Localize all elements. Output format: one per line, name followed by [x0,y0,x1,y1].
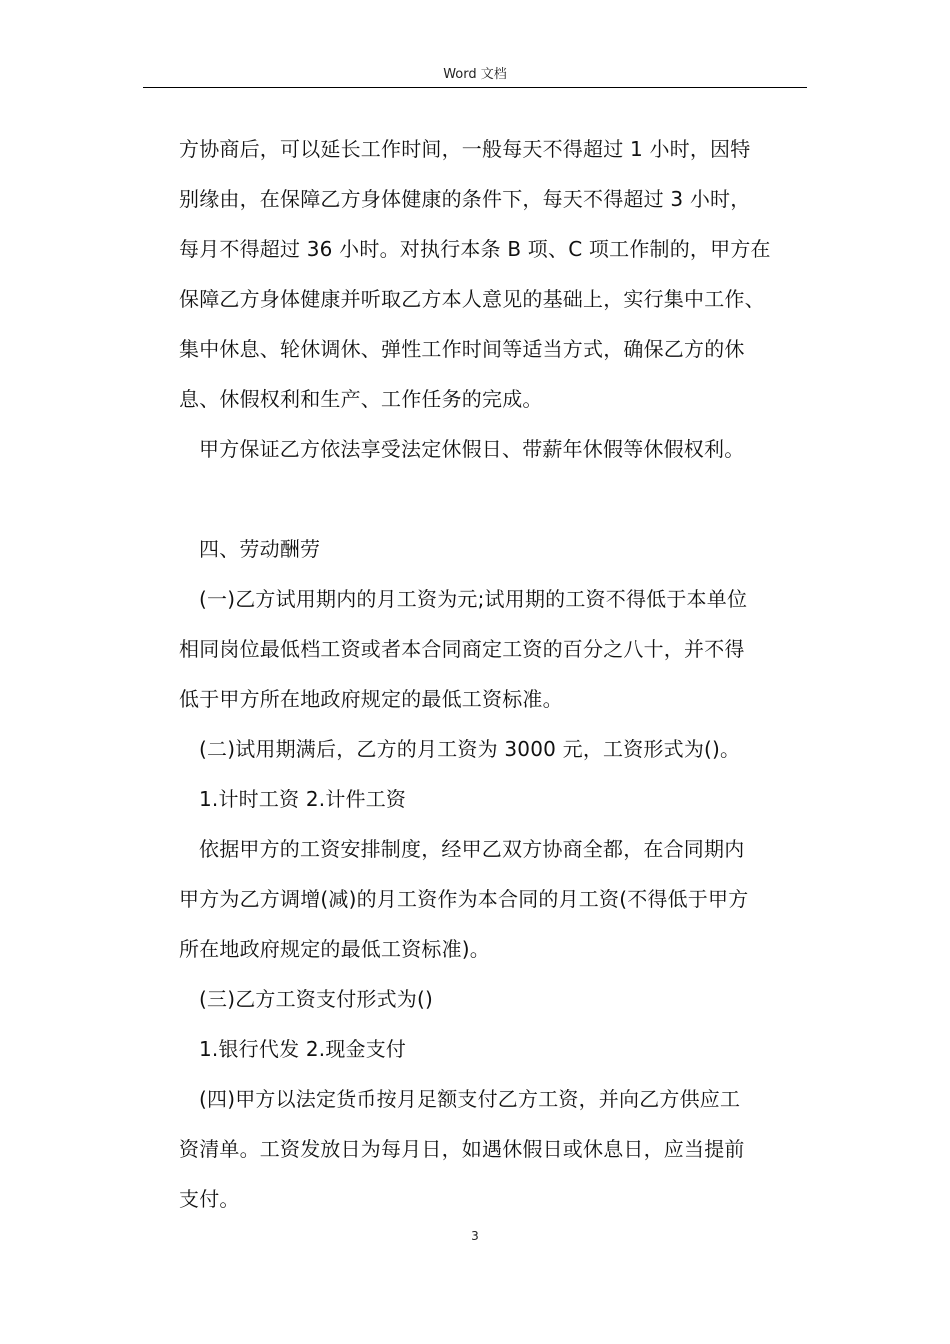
header-rule [143,87,807,88]
paragraph-line: 别缘由，在保障乙方身体健康的条件下，每天不得超过 3 小时， [179,187,751,211]
page-number: 3 [471,1229,479,1243]
paragraph-line: (二)试用期满后，乙方的月工资为 3000 元，工资形式为()。 [199,737,741,761]
document-body [179,124,829,1224]
paragraph-line: 依据甲方的工资安排制度，经甲乙双方协商全都，在合同期内 [199,837,745,861]
paragraph-line: 低于甲方所在地政府规定的最低工资标准。 [179,687,563,711]
paragraph-line: 所在地政府规定的最低工资标准)。 [179,937,491,961]
page-header: Word 文档 [443,67,507,82]
paragraph-line: 支付。 [179,1187,240,1211]
paragraph-line: 资清单。工资发放日为每月日，如遇休假日或休息日，应当提前 [179,1137,745,1161]
option-line: 1.计时工资 2.计件工资 [199,787,407,811]
paragraph-line: 甲方为乙方调增(减)的月工资作为本合同的月工资(不得低于甲方 [179,887,749,911]
paragraph-line: 相同岗位最低档工资或者本合同商定工资的百分之八十，并不得 [179,637,745,661]
paragraph-line: (四)甲方以法定货币按月足额支付乙方工资，并向乙方供应工 [199,1087,741,1111]
paragraph-line: (一)乙方试用期内的月工资为元;试用期的工资不得低于本单位 [199,587,748,611]
option-line: 1.银行代发 2.现金支付 [199,1037,407,1061]
section-heading: 四、劳动酬劳 [199,537,321,561]
paragraph-line: 息、休假权利和生产、工作任务的完成。 [179,387,543,411]
paragraph-line: 每月不得超过 36 小时。对执行本条 B 项、C 项工作制的，甲方在 [179,237,771,261]
paragraph-line: 集中休息、轮休调休、弹性工作时间等适当方式，确保乙方的休 [179,337,745,361]
paragraph-line: 甲方保证乙方依法享受法定休假日、带薪年休假等休假权利。 [199,437,745,461]
paragraph-line: (三)乙方工资支付形式为() [199,987,434,1011]
blank-line [179,474,829,524]
paragraph-line: 方协商后，可以延长工作时间，一般每天不得超过 1 小时，因特 [179,137,751,161]
paragraph-line: 保障乙方身体健康并听取乙方本人意见的基础上，实行集中工作、 [179,287,765,311]
